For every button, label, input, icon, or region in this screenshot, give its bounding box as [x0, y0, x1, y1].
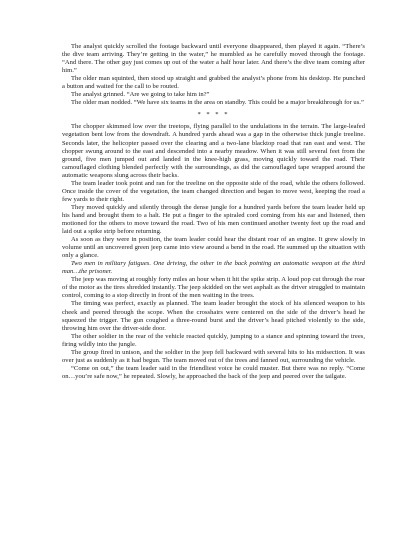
paragraph: The analyst grinned. “Are we going to take him in?”	[71, 91, 210, 99]
paragraph: “Come on out,” the team leader said in the friendliest voice he could muster. But there was no reply. “Come on…you’re safe now,” he repeated. Slowly, he approached the back of the jeep and peered over the tailgate.	[62, 364, 365, 380]
section-one	[62, 43, 365, 107]
section-separator: * * * *	[197, 111, 230, 119]
paragraph: The other soldier in the rear of the vehicle reacted quickly, jumping to a stance and spinning toward the trees, firing wildly into the jungle.	[62, 332, 365, 348]
paragraph: As soon as they were in position, the team leader could hear the distant roar of an engine. It grew slowly in volume until an uncovered green jeep came into view around a bend in the road. He summed up the situation with only a glance.	[62, 236, 365, 260]
paragraph: The analyst quickly scrolled the footage backward until everyone disappeared, then played it again. “There’s the dive team arriving. They’re getting in the water,” he mumbled as he carefully moved through the footage. “And there. The other guy just comes up out of the water a half hour later. And there’s the dive team coming after him.”	[62, 43, 365, 75]
paragraph: The chopper skimmed low over the treetops, flying parallel to the undulations in the terrain. The large-leafed vegetation bent low from the downdraft. A hundred yards ahead was a gap in the otherwise thick jungle treeline. Seconds later, the helicopter passed over the clearing and a two-lane blacktop road that ran east and west. The chopper swung around to the east and descended into a nearby meadow. When it was still several feet from the ground, five men jumped out and landed in the knee-high grass, moving quickly toward the road. Their camouflaged clothing blended perfectly with the surroundings, as did the camouflaged tape wrapped around the automatic weapons slung across their backs.	[62, 123, 365, 179]
italic-paragraph: Two men in military fatigues. One driving, the other in the back pointing an automatic weapon at the third man…the prisoner.	[62, 260, 365, 276]
paragraph: They moved quickly and silently through the dense jungle for a hundred yards before the team leader held up his hand and brought them to a halt. He put a finger to the spiraled cord coming from his ear and listened, then motioned for the others to move toward the road. Two of his men continued another twenty feet up the road and laid out a spike strip before returning.	[62, 203, 365, 236]
paragraph: The timing was perfect, exactly as planned. The team leader brought the stock of his silenced weapon to his cheek and peered through the scope. When the crosshairs were centered on the side of the driver’s head he squeezed the trigger. The gun coughed a three-round burst and the driver’s head pitched violently to the side, throwing him over the driver-side door.	[62, 300, 365, 332]
paragraph: The jeep was moving at roughly forty miles an hour when it hit the spike strip. A loud pop cut through the roar of the motor as the tires shredded instantly. The jeep skidded on the wet asphalt as the driver struggled to maintain control, coming to a stop directly in front of the men waiting in the trees.	[62, 276, 365, 300]
paragraph: The older man nodded. “We have six teams in the area on standby. This could be a major breakthrough for us.”	[71, 99, 364, 107]
paragraph: The older man squinted, then stood up straight and grabbed the analyst’s phone from his desktop. He punched a button and waited for the call to be routed.	[62, 75, 365, 91]
section-two	[62, 123, 365, 381]
paragraph: The team leader took point and ran for the treeline on the opposite side of the road, while the others followed. Once inside the cover of the vegetation, the team changed direction and began to move west, keeping the road a few yards to their right.	[62, 179, 365, 203]
paragraph: The group fired in unison, and the soldier in the jeep fell backward with several hits to his midsection. It was over just as suddenly as it had begun. The team moved out of the trees and fanned out, surrounding the vehicle.	[62, 348, 365, 364]
